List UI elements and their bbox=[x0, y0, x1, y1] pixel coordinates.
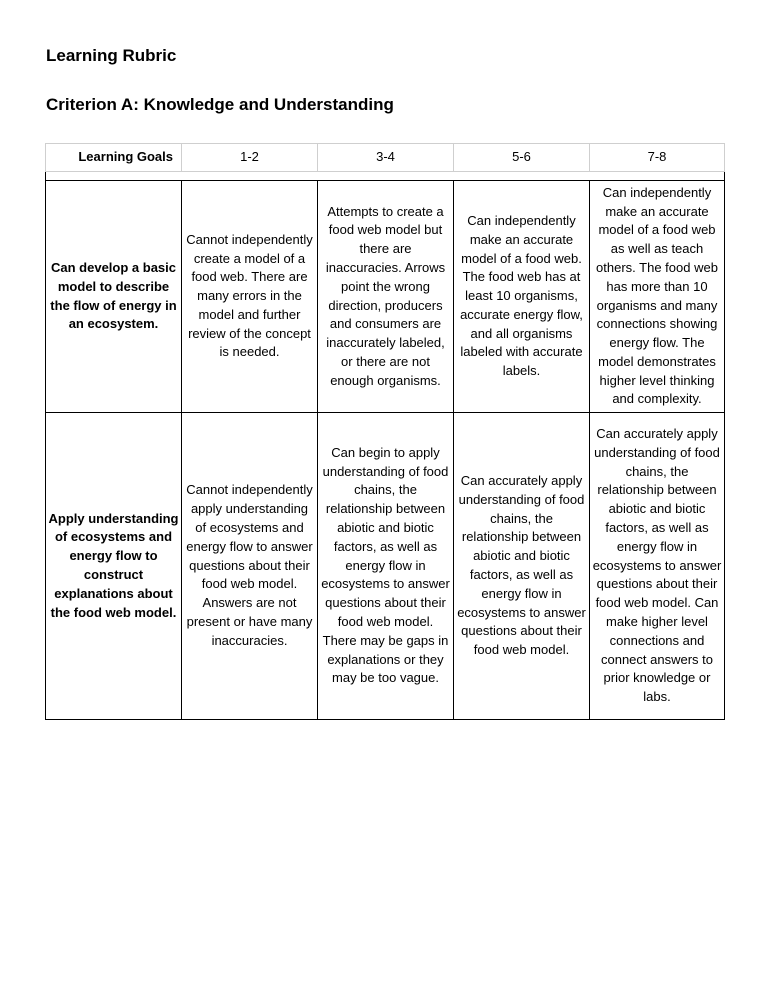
criterion-heading: Criterion A: Knowledge and Understanding bbox=[46, 95, 394, 114]
rubric-cell-7-8: Can accurately apply understanding of food chains, the relationship between abiotic and biotic factors, as well as energy flow in ecosystems to answer questions about their food web model. Can make higher level connections and connect answers to prior knowledge or labs. bbox=[590, 413, 725, 720]
rubric-cell-1-2: Cannot independently create a model of a food web. There are many errors in the model and further review of the concept is needed. bbox=[182, 181, 318, 413]
column-header-score-3-4: 3-4 bbox=[318, 144, 454, 172]
rubric-cell-5-6: Can independently make an accurate model of a food web. The food web has at least 10 organisms, accurate energy flow, and all organisms labeled with accurate labels. bbox=[454, 181, 590, 413]
column-header-score-1-2: 1-2 bbox=[182, 144, 318, 172]
page-title: Learning Rubric bbox=[46, 46, 177, 65]
header-row bbox=[46, 144, 725, 172]
table-spacer bbox=[46, 172, 725, 181]
rubric-cell-1-2: Cannot independently apply understanding of ecosystems and energy flow to answer questions about their food web model. Answers are not present or have many inaccuracies. bbox=[182, 413, 318, 720]
table-row bbox=[46, 413, 725, 720]
table-row bbox=[46, 181, 725, 413]
rubric-cell-5-6: Can accurately apply understanding of food chains, the relationship between abiotic and biotic factors, as well as energy flow in ecosystems to answer questions about their food web model. bbox=[454, 413, 590, 720]
column-header-score-7-8: 7-8 bbox=[590, 144, 725, 172]
learning-goal-cell: Can develop a basic model to describe the flow of energy in an ecosystem. bbox=[46, 181, 182, 413]
rubric-cell-3-4: Can begin to apply understanding of food chains, the relationship between abiotic and biotic factors, as well as energy flow in ecosystems to answer questions about their food web model. There may be gaps in explanations or they may be too vague. bbox=[318, 413, 454, 720]
learning-goal-cell: Apply understanding of ecosystems and energy flow to construct explanations about the food web model. bbox=[46, 413, 182, 720]
spacer-cell bbox=[46, 172, 725, 181]
rubric-cell-7-8: Can independently make an accurate model of a food web as well as teach others. The food web has more than 10 organisms and many connections showing energy flow. The model demonstrates higher level thinking and complexity. bbox=[590, 181, 725, 413]
rubric-table bbox=[45, 143, 725, 720]
column-header-score-5-6: 5-6 bbox=[454, 144, 590, 172]
rubric-cell-3-4: Attempts to create a food web model but there are inaccuracies. Arrows point the wrong direction, producers and consumers are inaccurately labeled, or there are not enough organisms. bbox=[318, 181, 454, 413]
column-header-learning-goals: Learning Goals bbox=[46, 144, 182, 172]
